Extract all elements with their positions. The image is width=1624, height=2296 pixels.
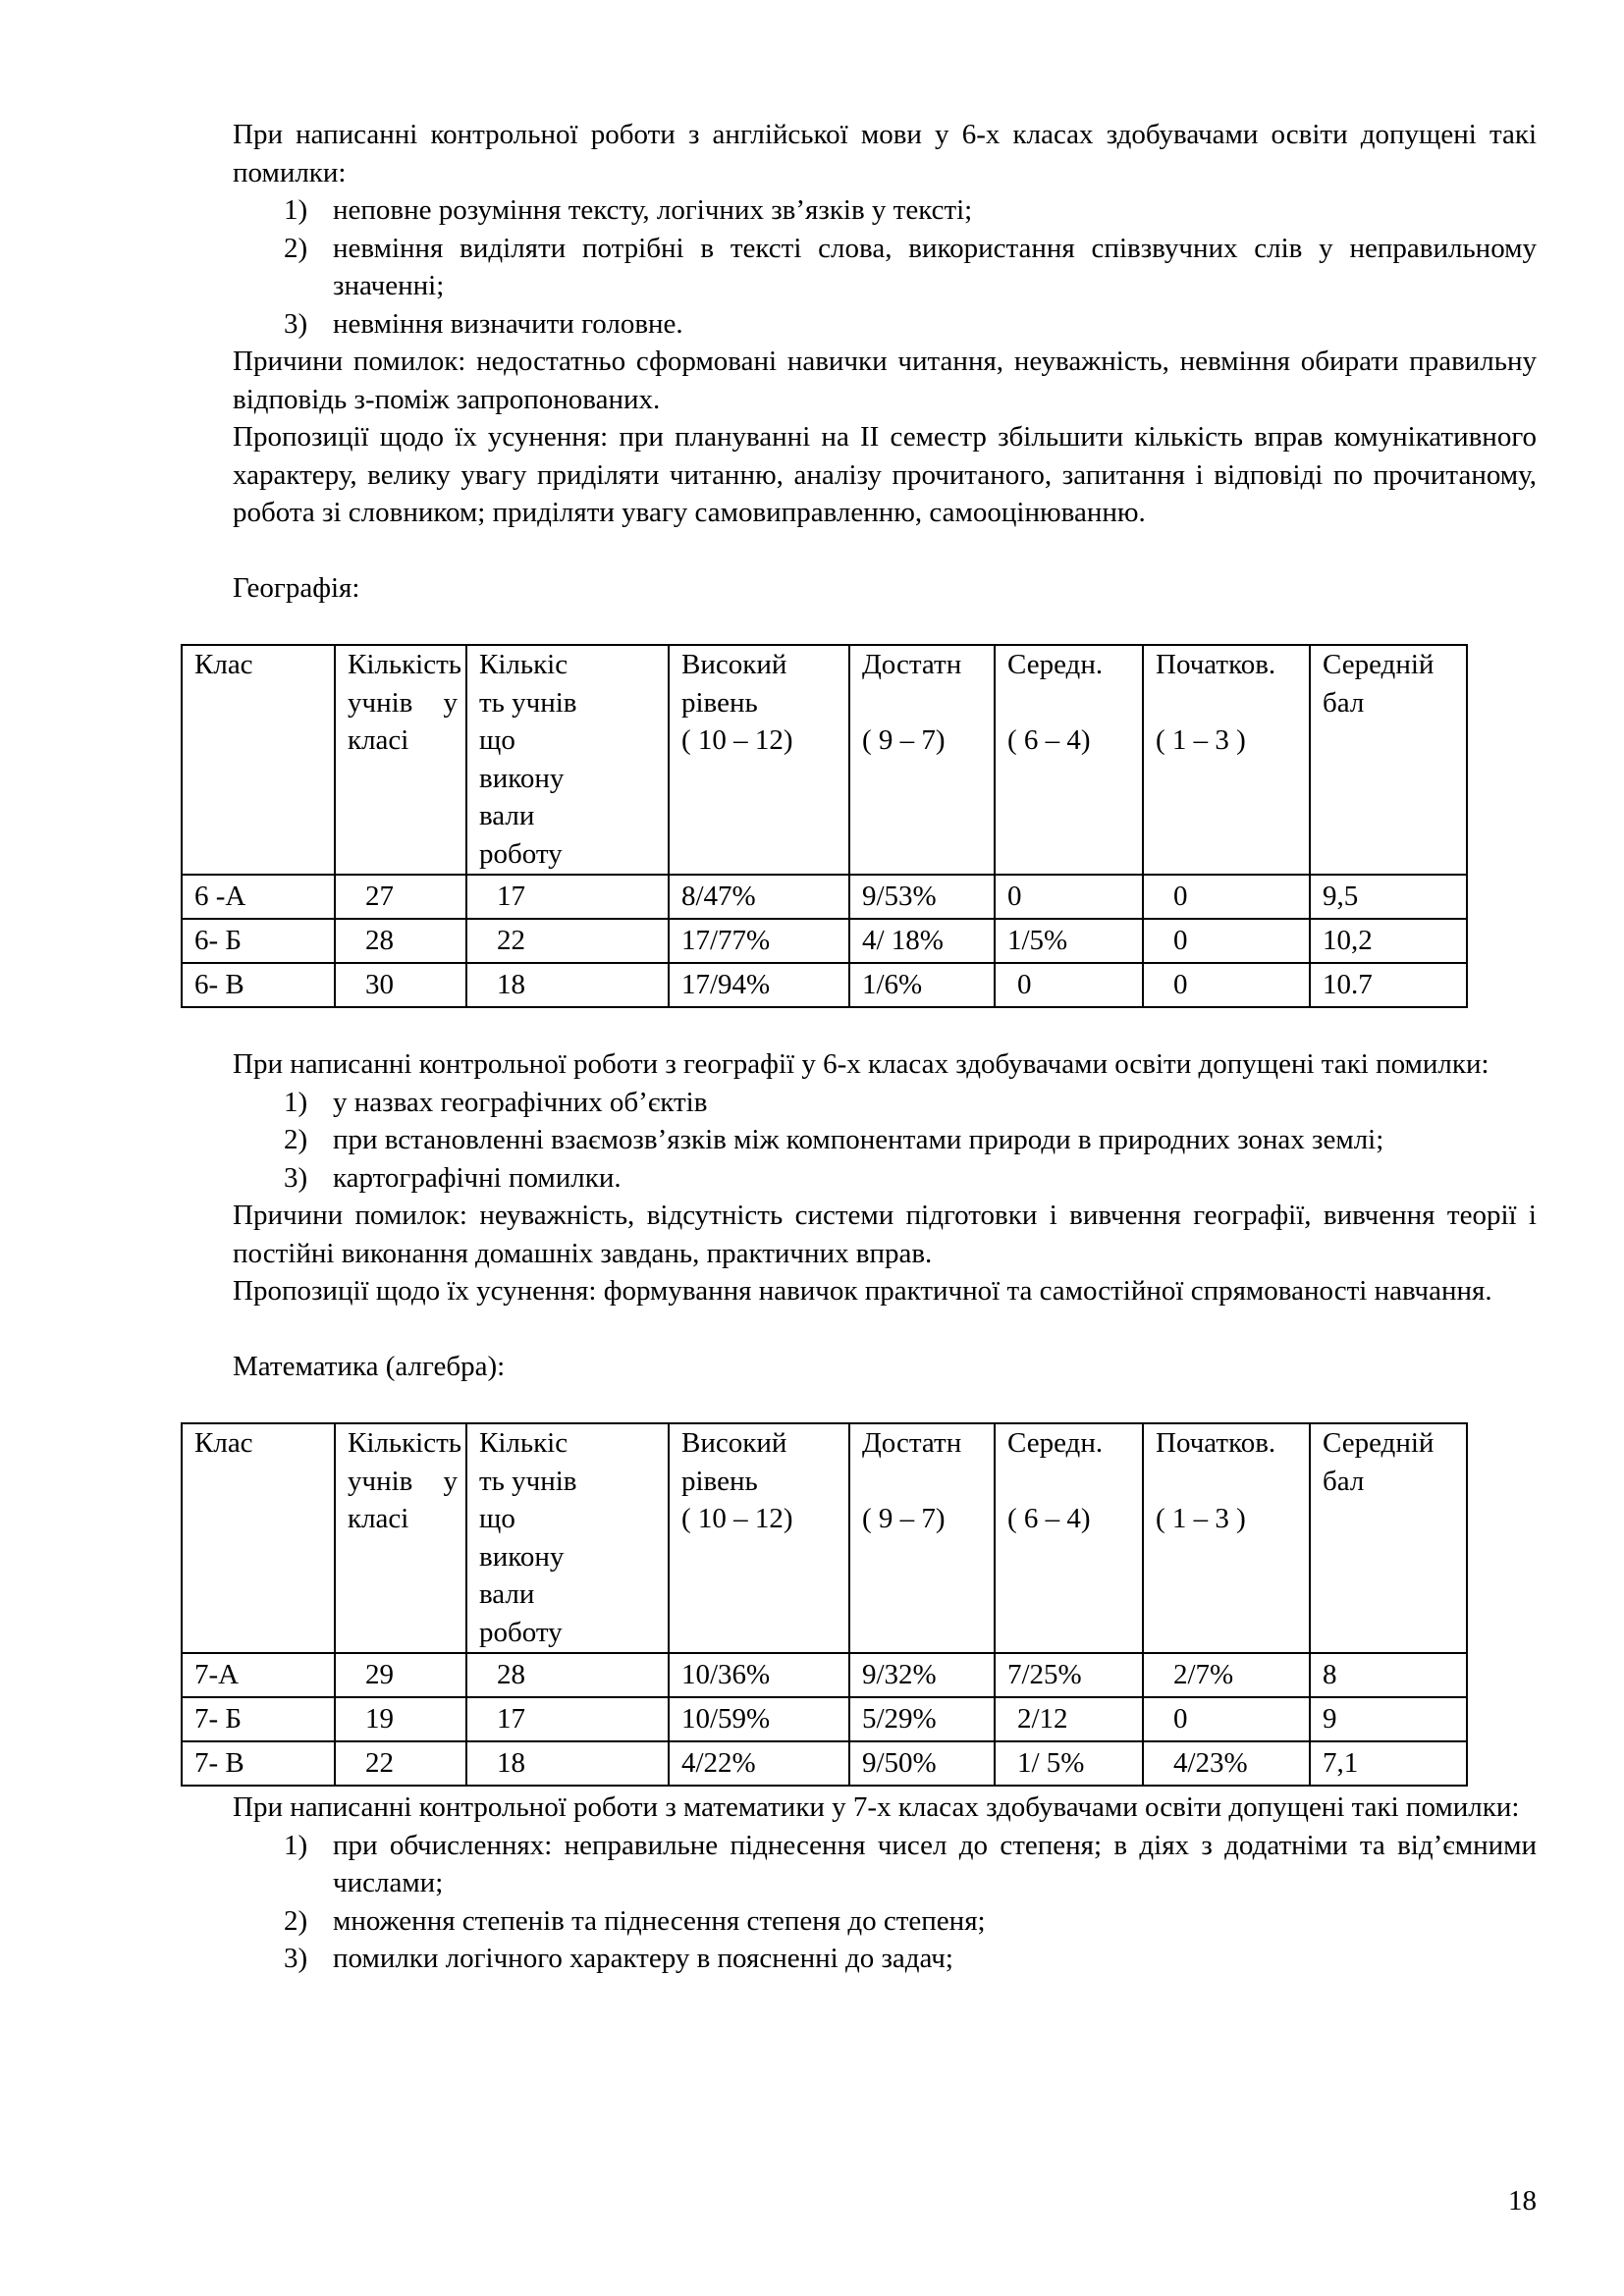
list-text: помилки логічного характеру в поясненні до задач; xyxy=(333,1943,953,1974)
english-proposals: Пропозиції щодо їх усунення: при плануванні на ІІ семестр збільшити кількість вправ комунікативного характеру, велику увагу приділяти читанню, аналізу прочитаного, запитання і відповіді по прочитаному, робота зі словником; приділяти увагу самовиправленню, самооцінюванню. xyxy=(233,421,1537,528)
list-number: 3) xyxy=(284,1161,308,1194)
document-page xyxy=(194,116,1537,1978)
list-text: неповне розуміння тексту, логічних зв’язків у тексті; xyxy=(333,194,973,226)
list-text: при встановленні взаємозв’язків між компонентами природи в природних зонах землі; xyxy=(333,1124,1384,1155)
cell-medium: 0 xyxy=(995,875,1143,919)
table-header-row xyxy=(182,1423,1467,1653)
cell-sufficient: 9/53% xyxy=(849,875,995,919)
math-error-list xyxy=(233,1827,1537,1978)
list-number: 2) xyxy=(284,232,308,264)
cell-students: 22 xyxy=(335,1741,466,1786)
cell-class: 7- Б xyxy=(182,1697,335,1741)
geography-causes: Причини помилок: неуважність, відсутність системи підготовки і вивчення географії, вивчення теорії і постійні виконання домашніх завдань, практичних вправ. xyxy=(233,1200,1537,1269)
cell-medium: 7/25% xyxy=(995,1653,1143,1697)
cell-average: 10,2 xyxy=(1310,919,1467,963)
cell-completed: 22 xyxy=(466,919,669,963)
english-error-list xyxy=(233,191,1537,343)
cell-initial: 2/7% xyxy=(1143,1653,1310,1697)
cell-class: 6- Б xyxy=(182,919,335,963)
english-intro: При написанні контрольної роботи з англійської мови у 6-х класах здобувачами освіти допущені такі помилки: xyxy=(233,119,1537,188)
cell-high: 10/59% xyxy=(669,1697,849,1741)
list-text: невміння визначити головне. xyxy=(333,307,683,340)
list-text: картографічні помилки. xyxy=(333,1161,622,1194)
table-row xyxy=(182,919,1467,963)
geography-intro: При написанні контрольної роботи з географії у 6-х класах здобувачами освіти допущені такі помилки: xyxy=(233,1048,1489,1080)
cell-initial: 0 xyxy=(1143,1697,1310,1741)
cell-sufficient: 4/ 18% xyxy=(849,919,995,963)
cell-students: 30 xyxy=(335,963,466,1007)
cell-completed: 18 xyxy=(466,963,669,1007)
cell-average: 10.7 xyxy=(1310,963,1467,1007)
cell-medium: 2/12 xyxy=(995,1697,1143,1741)
math-intro: При написанні контрольної роботи з математики у 7-х класах здобувачами освіти допущені такі помилки: xyxy=(233,1791,1520,1823)
col-header-high: Високий рівень ( 10 – 12) xyxy=(669,1423,849,1653)
list-item xyxy=(233,305,1537,344)
col-header-class: Клас xyxy=(182,1423,335,1653)
list-item xyxy=(233,1084,1537,1122)
list-text: при обчисленнях: неправильне піднесення чисел до степеня; в діях з додатніми та від’ємними числами; xyxy=(333,1829,1537,1898)
cell-completed: 28 xyxy=(466,1653,669,1697)
cell-medium: 0 xyxy=(995,963,1143,1007)
col-header-students: Кількість учнів у класі xyxy=(335,1423,466,1653)
table-row xyxy=(182,1741,1467,1786)
cell-completed: 17 xyxy=(466,875,669,919)
col-header-class: Клас xyxy=(182,645,335,875)
cell-medium: 1/5% xyxy=(995,919,1143,963)
cell-sufficient: 1/6% xyxy=(849,963,995,1007)
cell-average: 9,5 xyxy=(1310,875,1467,919)
cell-completed: 18 xyxy=(466,1741,669,1786)
cell-class: 6 -А xyxy=(182,875,335,919)
cell-students: 19 xyxy=(335,1697,466,1741)
geography-results-table xyxy=(181,644,1468,1008)
cell-sufficient: 9/50% xyxy=(849,1741,995,1786)
list-item xyxy=(233,1902,1537,1941)
list-item xyxy=(233,1121,1537,1159)
col-header-sufficient: Достатн ( 9 – 7) xyxy=(849,1423,995,1653)
cell-students: 29 xyxy=(335,1653,466,1697)
list-number: 1) xyxy=(284,194,308,226)
list-text: у назвах географічних об’єктів xyxy=(333,1086,708,1118)
cell-high: 8/47% xyxy=(669,875,849,919)
cell-sufficient: 5/29% xyxy=(849,1697,995,1741)
col-header-sufficient: Достатн ( 9 – 7) xyxy=(849,645,995,875)
cell-average: 8 xyxy=(1310,1653,1467,1697)
list-number: 2) xyxy=(284,1124,308,1155)
cell-initial: 0 xyxy=(1143,919,1310,963)
cell-high: 4/22% xyxy=(669,1741,849,1786)
cell-sufficient: 9/32% xyxy=(849,1653,995,1697)
page-number: 18 xyxy=(1508,2185,1537,2216)
math-heading: Математика (алгебра): xyxy=(233,1350,506,1382)
col-header-medium: Середн. ( 6 – 4) xyxy=(995,1423,1143,1653)
col-header-average: Середній бал xyxy=(1310,645,1467,875)
cell-students: 28 xyxy=(335,919,466,963)
list-item xyxy=(233,191,1537,230)
cell-high: 10/36% xyxy=(669,1653,849,1697)
cell-completed: 17 xyxy=(466,1697,669,1741)
list-item xyxy=(233,1159,1537,1198)
list-number: 3) xyxy=(284,307,308,340)
list-text: множення степенів та піднесення степеня до степеня; xyxy=(333,1904,986,1937)
col-header-completed: Кількіс ть учнів що викону вали роботу xyxy=(466,1423,669,1653)
col-header-initial: Початков. ( 1 – 3 ) xyxy=(1143,1423,1310,1653)
cell-students: 27 xyxy=(335,875,466,919)
table-row xyxy=(182,875,1467,919)
table-row xyxy=(182,1697,1467,1741)
col-header-average: Середній бал xyxy=(1310,1423,1467,1653)
col-header-medium: Середн. ( 6 – 4) xyxy=(995,645,1143,875)
col-header-completed: Кількіс ть учнів що викону вали роботу xyxy=(466,645,669,875)
geography-heading: Географія: xyxy=(233,571,360,604)
col-header-students: Кількість учнів у класі xyxy=(335,645,466,875)
cell-class: 6- В xyxy=(182,963,335,1007)
list-item xyxy=(233,1827,1537,1902)
math-results-table xyxy=(181,1422,1468,1787)
cell-class: 7-А xyxy=(182,1653,335,1697)
table-header-row xyxy=(182,645,1467,875)
cell-medium: 1/ 5% xyxy=(995,1741,1143,1786)
list-item xyxy=(233,1940,1537,1978)
geography-proposals: Пропозиції щодо їх усунення: формування навичок практичної та самостійної спрямованості навчання. xyxy=(233,1275,1492,1307)
table-row xyxy=(182,963,1467,1007)
cell-initial: 0 xyxy=(1143,963,1310,1007)
cell-average: 7,1 xyxy=(1310,1741,1467,1786)
list-number: 1) xyxy=(284,1086,308,1118)
table-row xyxy=(182,1653,1467,1697)
list-number: 1) xyxy=(284,1829,308,1861)
list-text: невміння виділяти потрібні в тексті слова, використання співзвучних слів у неправильному значенні; xyxy=(333,232,1537,301)
cell-high: 17/94% xyxy=(669,963,849,1007)
col-header-initial: Початков. ( 1 – 3 ) xyxy=(1143,645,1310,875)
cell-initial: 0 xyxy=(1143,875,1310,919)
col-header-high: Високий рівень ( 10 – 12) xyxy=(669,645,849,875)
cell-initial: 4/23% xyxy=(1143,1741,1310,1786)
cell-high: 17/77% xyxy=(669,919,849,963)
list-item xyxy=(233,230,1537,305)
english-causes: Причини помилок: недостатньо сформовані навички читання, неуважність, невміння обирати правильну відповідь з-поміж запропонованих. xyxy=(233,346,1537,415)
list-number: 3) xyxy=(284,1943,308,1974)
cell-average: 9 xyxy=(1310,1697,1467,1741)
list-number: 2) xyxy=(284,1904,308,1937)
geography-error-list xyxy=(233,1084,1537,1198)
cell-class: 7- В xyxy=(182,1741,335,1786)
